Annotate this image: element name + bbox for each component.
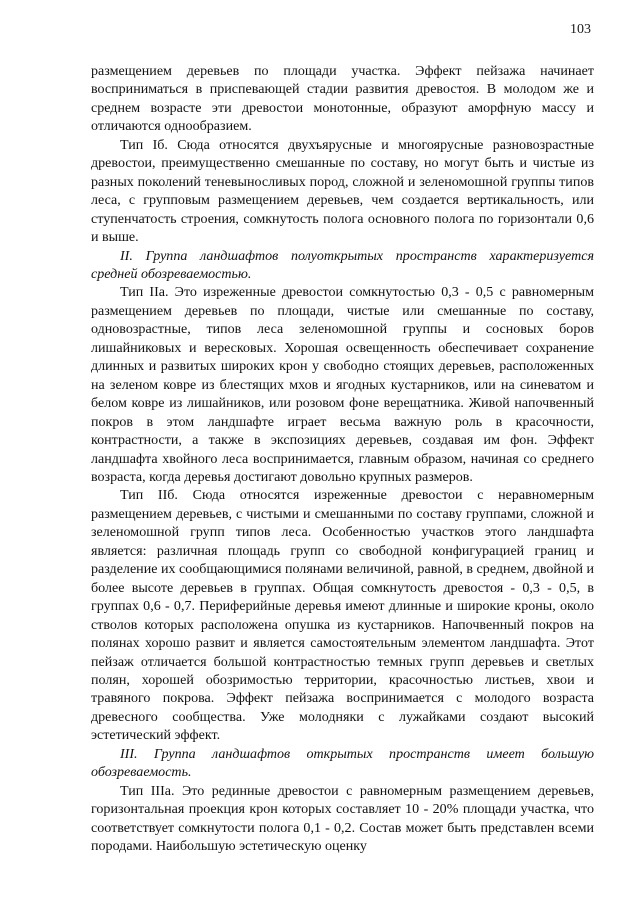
body-text	[91, 62, 594, 855]
heading-group-2: II. Группа ландшафтов полуоткрытых пространств характеризуется средней обозреваемостью.	[91, 247, 594, 282]
paragraph-type-2a: Тип IIа. Это изреженные древостои сомкнутостью 0,3 - 0,5 с равномерным размещением деревьев по площади, чистые или смешанные по составу, одновозрастные, типов леса зеленомошной группы и сосновых боров лишайниковых и вересковых. Хорошая освещенность обеспечивает сохранение длинных и развитых широких крон у свободно стоящих деревьев, расположенных на зеленом ковре из блестящих мхов и ягодных кустарников, или на синеватом и белом ковре из лишайников, или розовом фоне верещатника. Живой напочвенный покров в этом ландшафте играет весьма важную роль в красочности, контрастности, а также в экспозициях деревьев, создавая им фон. Эффект ландшафта хвойного леса воспринимается, главным образом, начиная со среднего возраста, когда деревья достигают довольно крупных размеров.	[91, 284, 594, 485]
paragraph-type-2b: Тип IIб. Сюда относятся изреженные древостои с неравномерным размещением деревьев, с чистыми и смешанными по составу группами, сложной и зеленомошной групп типов леса. Особенностью участков этого ландшафта является: различная площадь групп со свободной конфигурацией границ и разделение их сообщающимися полянами величиной, равной, в среднем, двойной и более высоте деревьев в группах. Общая сомкнутость древостоя - 0,3 - 0,5, в группах 0,6 - 0,7. Периферийные деревья имеют длинные и широкие кроны, около стволов которых расположена опушка из кустарников. Напочвенный покров на полянах хорошо развит и является самостоятельным элементом ландшафта. Этот пейзаж отличается большой контрастностью темных групп деревьев и светлых полян, хорошей обозримостью территории, красочностью листьев, хвои и травяного покрова. Эффект пейзажа воспринимается с молодого возраста древесного сообщества. Уже молодняки с лужайками создают высокий эстетический эффект.	[91, 487, 594, 744]
paragraph-type-1b: Тип Iб. Сюда относятся двухъярусные и многоярусные разновозрастные древостои, преимущественно смешанные по составу, но могут быть и чистые из разных поколений теневыносливых пород, сложной и зеленомошной группы типов леса, с групповым размещением деревьев, чем создается вертикальность, или ступенчатость строения, сомкнутость полога основного полога по горизонтали 0,6 и выше.	[91, 136, 594, 246]
page-number: 103	[570, 22, 591, 37]
heading-group-3: III. Группа ландшафтов открытых пространств имеет большую обозреваемость.	[91, 745, 594, 781]
paragraph-1: размещением деревьев по площади участка. Эффект пейзажа начинает восприниматься в приспевающей стадии развития древостоя. В молодом же и среднем возрасте эти древостои монотонные, образуют аморфную массу и отличаются однообразием.	[91, 63, 594, 135]
paragraph-type-3a: Тип IIIа. Это рединные древостои с равномерным размещением деревьев, горизонтальная проекция крон которых составляет 10 - 20% площади участка, что соответствует сомкнутости полога 0,1 - 0,2. Состав может быть представлен всеми породами. Наибольшую эстетическую оценку	[91, 782, 594, 855]
